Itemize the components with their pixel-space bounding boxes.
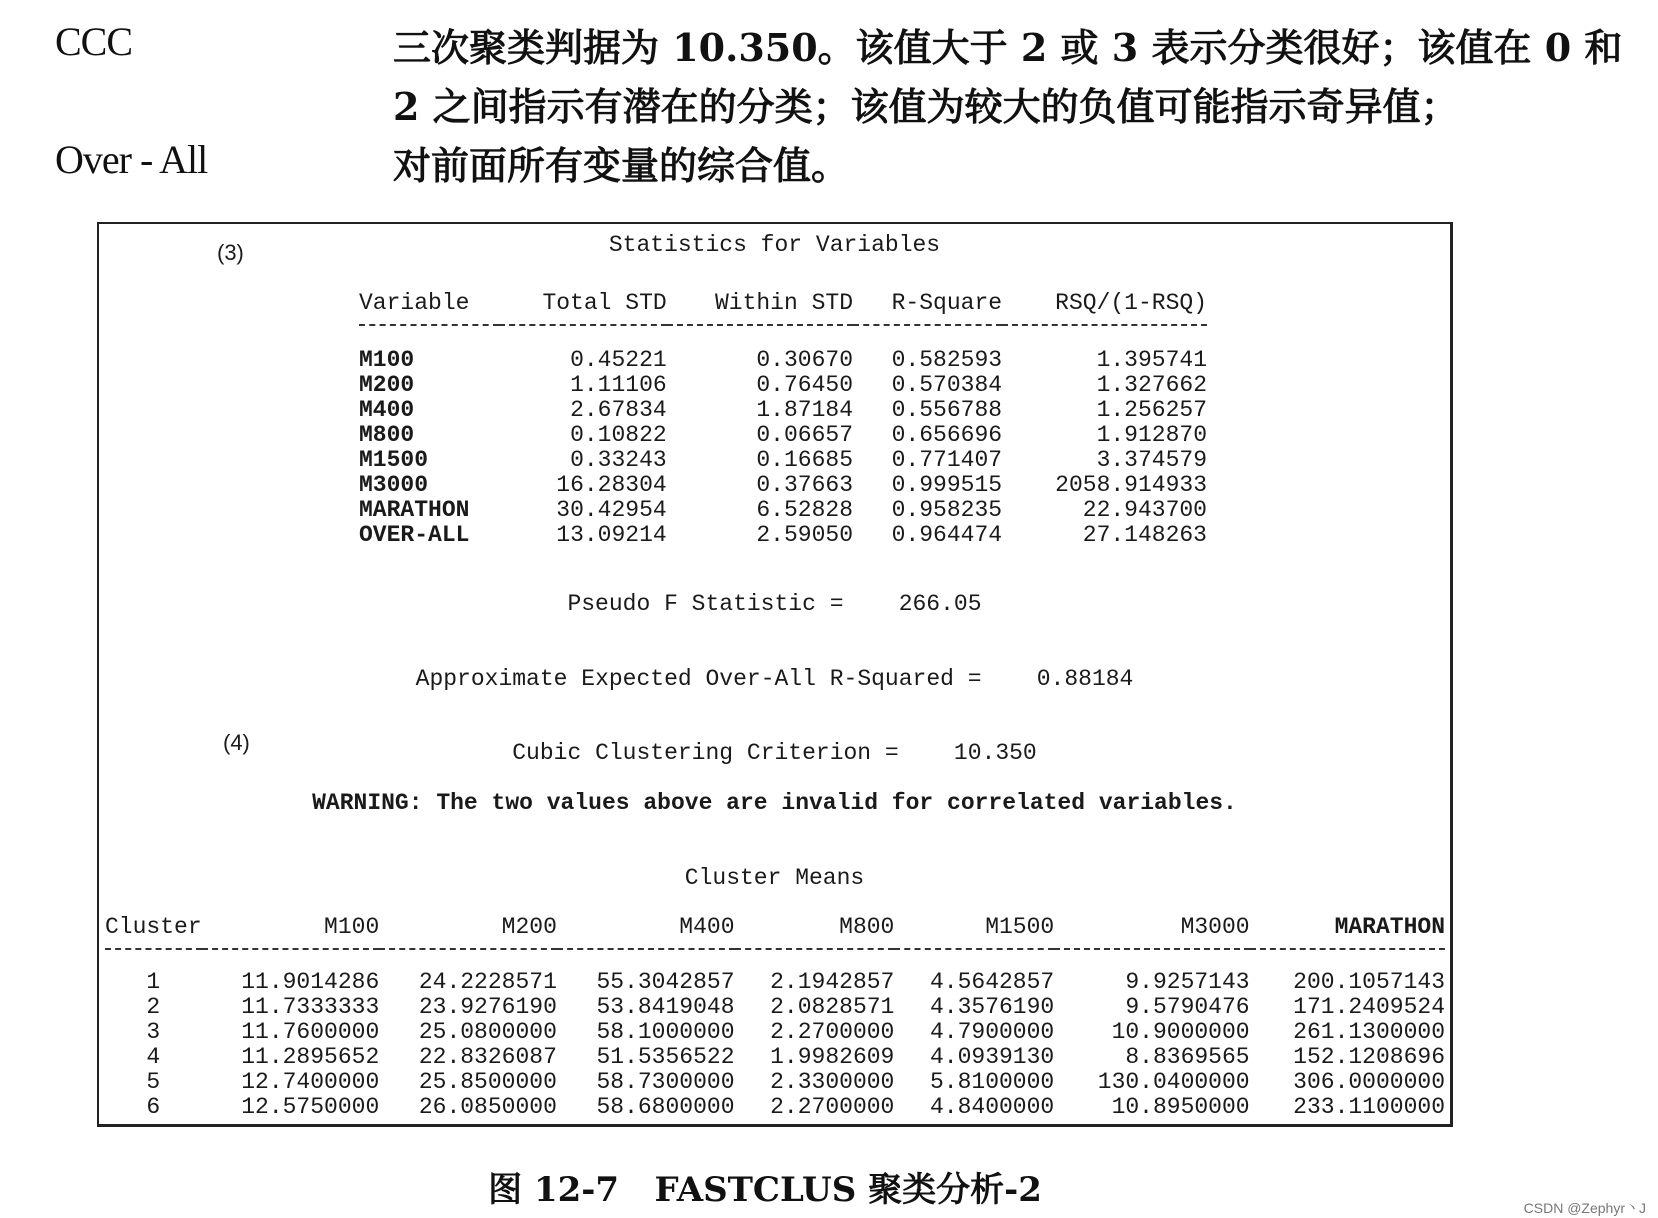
cell-m400: 55.3042857	[596, 969, 735, 995]
table-header-row	[359, 290, 1207, 325]
cell-m800: 1.9982609	[770, 1044, 895, 1070]
cell-m200: 23.9276190	[418, 994, 557, 1020]
cell-m200: 25.0800000	[418, 1019, 557, 1045]
figure-caption: 图 12-7 FASTCLUS 聚类分析-2	[488, 1170, 1042, 1210]
cell-r-square: 0.656696	[891, 422, 1003, 448]
cell-total-std: 0.45221	[570, 347, 667, 373]
header-m100: M100	[324, 914, 380, 940]
cell-rsq-ratio: 1.912870	[1096, 422, 1207, 448]
table-row	[105, 970, 1445, 995]
cell-m3000: 8.8369565	[1125, 1044, 1250, 1070]
header-m1500: M1500	[985, 914, 1055, 940]
cell-m800: 2.1942857	[770, 969, 895, 995]
cell-r-square: 0.958235	[891, 497, 1003, 523]
cell-cluster: 5	[146, 1069, 161, 1095]
section-marker-3: (3)	[217, 240, 244, 265]
definition-text: 对前面所有变量的综合值。	[393, 143, 850, 188]
cell-cluster: 1	[146, 969, 161, 995]
cell-r-square: 0.582593	[891, 347, 1003, 373]
cell-variable: M100	[359, 347, 415, 373]
cell-m400: 51.5356522	[596, 1044, 735, 1070]
cell-m100: 12.7400000	[241, 1069, 380, 1095]
table-row	[359, 398, 1207, 423]
cell-within-std: 2.59050	[756, 522, 853, 548]
cell-total-std: 30.42954	[556, 497, 667, 523]
definition-ccc	[55, 14, 1623, 132]
header-rsq-ratio: RSQ/(1-RSQ)	[1055, 290, 1207, 316]
cell-within-std: 0.76450	[756, 372, 853, 398]
cell-m400: 58.7300000	[596, 1069, 735, 1095]
cell-variable: M1500	[359, 447, 429, 473]
cell-marathon: 233.1100000	[1293, 1094, 1445, 1120]
cell-within-std: 1.87184	[756, 397, 853, 423]
approx-expected-r-squared: Approximate Expected Over-All R-Squared = 0.88184	[415, 666, 1134, 692]
cell-rsq-ratio: 1.256257	[1096, 397, 1207, 423]
cell-m1500: 4.0939130	[929, 1044, 1055, 1070]
section-marker-4: (4)	[223, 730, 250, 755]
header-m400: M400	[679, 914, 735, 940]
cell-m200: 25.8500000	[418, 1069, 557, 1095]
cell-r-square: 0.570384	[891, 372, 1003, 398]
cell-m3000: 10.8950000	[1111, 1094, 1250, 1120]
sas-output-figure	[97, 222, 1453, 1127]
cell-total-std: 13.09214	[556, 522, 667, 548]
definition-over-all	[55, 132, 1615, 192]
cell-m3000: 10.9000000	[1111, 1019, 1250, 1045]
cell-m800: 2.0828571	[770, 994, 895, 1020]
cell-m1500: 4.8400000	[929, 1094, 1055, 1120]
header-within-std: Within STD	[714, 290, 853, 316]
cell-marathon: 261.1300000	[1293, 1019, 1445, 1045]
cell-rsq-ratio: 22.943700	[1082, 497, 1207, 523]
table-row	[105, 1070, 1445, 1095]
cell-m200: 22.8326087	[418, 1044, 557, 1070]
table-row	[105, 1020, 1445, 1045]
dashed-rule	[105, 949, 1445, 970]
table-row	[359, 373, 1207, 398]
cell-m1500: 4.7900000	[929, 1019, 1055, 1045]
cell-m1500: 4.3576190	[929, 994, 1055, 1020]
cell-m1500: 4.5642857	[929, 969, 1055, 995]
cell-rsq-ratio: 27.148263	[1082, 522, 1207, 548]
definition-text: 三次聚类判据为 10.350。该值大于 2 或 3 表示分类很好；该值在 0 和 2 之间指示有潜在的分类；该值为较大的负值可能指示奇异值；	[393, 25, 1623, 129]
table-row	[359, 523, 1207, 548]
cell-m1500: 5.8100000	[929, 1069, 1055, 1095]
cell-m100: 12.5750000	[241, 1094, 380, 1120]
cell-m800: 2.2700000	[770, 1094, 895, 1120]
cell-m100: 11.9014286	[241, 969, 380, 995]
pseudo-f-statistic: Pseudo F Statistic = 266.05	[567, 591, 982, 617]
cell-m100: 11.7600000	[241, 1019, 380, 1045]
cell-total-std: 0.33243	[570, 447, 667, 473]
cell-marathon: 171.2409524	[1293, 994, 1445, 1020]
header-total-std: Total STD	[542, 290, 667, 316]
header-m200: M200	[501, 914, 557, 940]
cell-within-std: 0.30670	[756, 347, 853, 373]
definition-term: Over - All	[55, 137, 208, 182]
table-row	[105, 1095, 1445, 1120]
cell-variable: M200	[359, 372, 415, 398]
cell-marathon: 306.0000000	[1293, 1069, 1445, 1095]
cell-within-std: 6.52828	[756, 497, 853, 523]
cell-cluster: 3	[146, 1019, 161, 1045]
cell-r-square: 0.556788	[891, 397, 1003, 423]
cell-m100: 11.2895652	[241, 1044, 380, 1070]
cell-total-std: 0.10822	[570, 422, 667, 448]
cell-r-square: 0.771407	[891, 447, 1003, 473]
header-m3000: M3000	[1180, 914, 1250, 940]
cell-within-std: 0.06657	[756, 422, 853, 448]
dashed-rule	[359, 325, 1207, 348]
cell-total-std: 1.11106	[570, 372, 667, 398]
cell-rsq-ratio: 2058.914933	[1055, 472, 1207, 498]
cell-m400: 58.6800000	[596, 1094, 735, 1120]
cell-marathon: 152.1208696	[1293, 1044, 1445, 1070]
cell-m800: 2.2700000	[770, 1019, 895, 1045]
cell-variable: OVER-ALL	[359, 522, 470, 548]
cell-m200: 26.0850000	[418, 1094, 557, 1120]
cell-variable: MARATHON	[359, 497, 470, 523]
cell-variable: M800	[359, 422, 415, 448]
header-marathon: MARATHON	[1334, 914, 1445, 940]
cell-total-std: 16.28304	[556, 472, 667, 498]
cell-m400: 53.8419048	[596, 994, 735, 1020]
cell-cluster: 4	[146, 1044, 161, 1070]
cell-total-std: 2.67834	[570, 397, 667, 423]
table-row	[105, 995, 1445, 1020]
header-variable: Variable	[359, 290, 470, 316]
cell-r-square: 0.964474	[891, 522, 1003, 548]
statistics-for-variables-table	[359, 290, 1207, 548]
header-m800: M800	[839, 914, 895, 940]
cluster-means-table	[105, 914, 1445, 1120]
table-row	[359, 473, 1207, 498]
cell-within-std: 0.16685	[756, 447, 853, 473]
cell-variable: M3000	[359, 472, 429, 498]
table-row	[359, 423, 1207, 448]
definition-term: CCC	[55, 19, 133, 64]
table-row	[359, 448, 1207, 473]
cell-m800: 2.3300000	[770, 1069, 895, 1095]
cell-variable: M400	[359, 397, 415, 423]
cell-m100: 11.7333333	[241, 994, 380, 1020]
cell-within-std: 0.37663	[756, 472, 853, 498]
cell-cluster: 2	[146, 994, 161, 1020]
table-header-row	[105, 914, 1445, 949]
stats-title: Statistics for Variables	[608, 232, 941, 258]
cell-rsq-ratio: 3.374579	[1096, 447, 1207, 473]
definitions-block	[55, 14, 1623, 192]
table-row	[105, 1045, 1445, 1070]
cell-cluster: 6	[146, 1094, 161, 1120]
cell-rsq-ratio: 1.395741	[1096, 347, 1207, 373]
cell-m3000: 9.9257143	[1125, 969, 1250, 995]
table-row	[359, 498, 1207, 523]
cell-m400: 58.1000000	[596, 1019, 735, 1045]
cell-m3000: 9.5790476	[1125, 994, 1250, 1020]
cell-m200: 24.2228571	[418, 969, 557, 995]
header-cluster: Cluster	[105, 914, 202, 940]
cell-rsq-ratio: 1.327662	[1096, 372, 1207, 398]
cluster-means-title: Cluster Means	[684, 865, 865, 891]
cell-marathon: 200.1057143	[1293, 969, 1445, 995]
table-row	[359, 348, 1207, 373]
header-r-square: R-Square	[891, 290, 1003, 316]
warning-message: WARNING: The two values above are invalid for correlated variables.	[312, 790, 1237, 816]
cell-m3000: 130.0400000	[1097, 1069, 1250, 1095]
cubic-clustering-criterion: Cubic Clustering Criterion = 10.350	[512, 740, 1037, 766]
watermark: CSDN @Zephyr丶J	[1523, 1200, 1646, 1216]
cell-r-square: 0.999515	[891, 472, 1003, 498]
